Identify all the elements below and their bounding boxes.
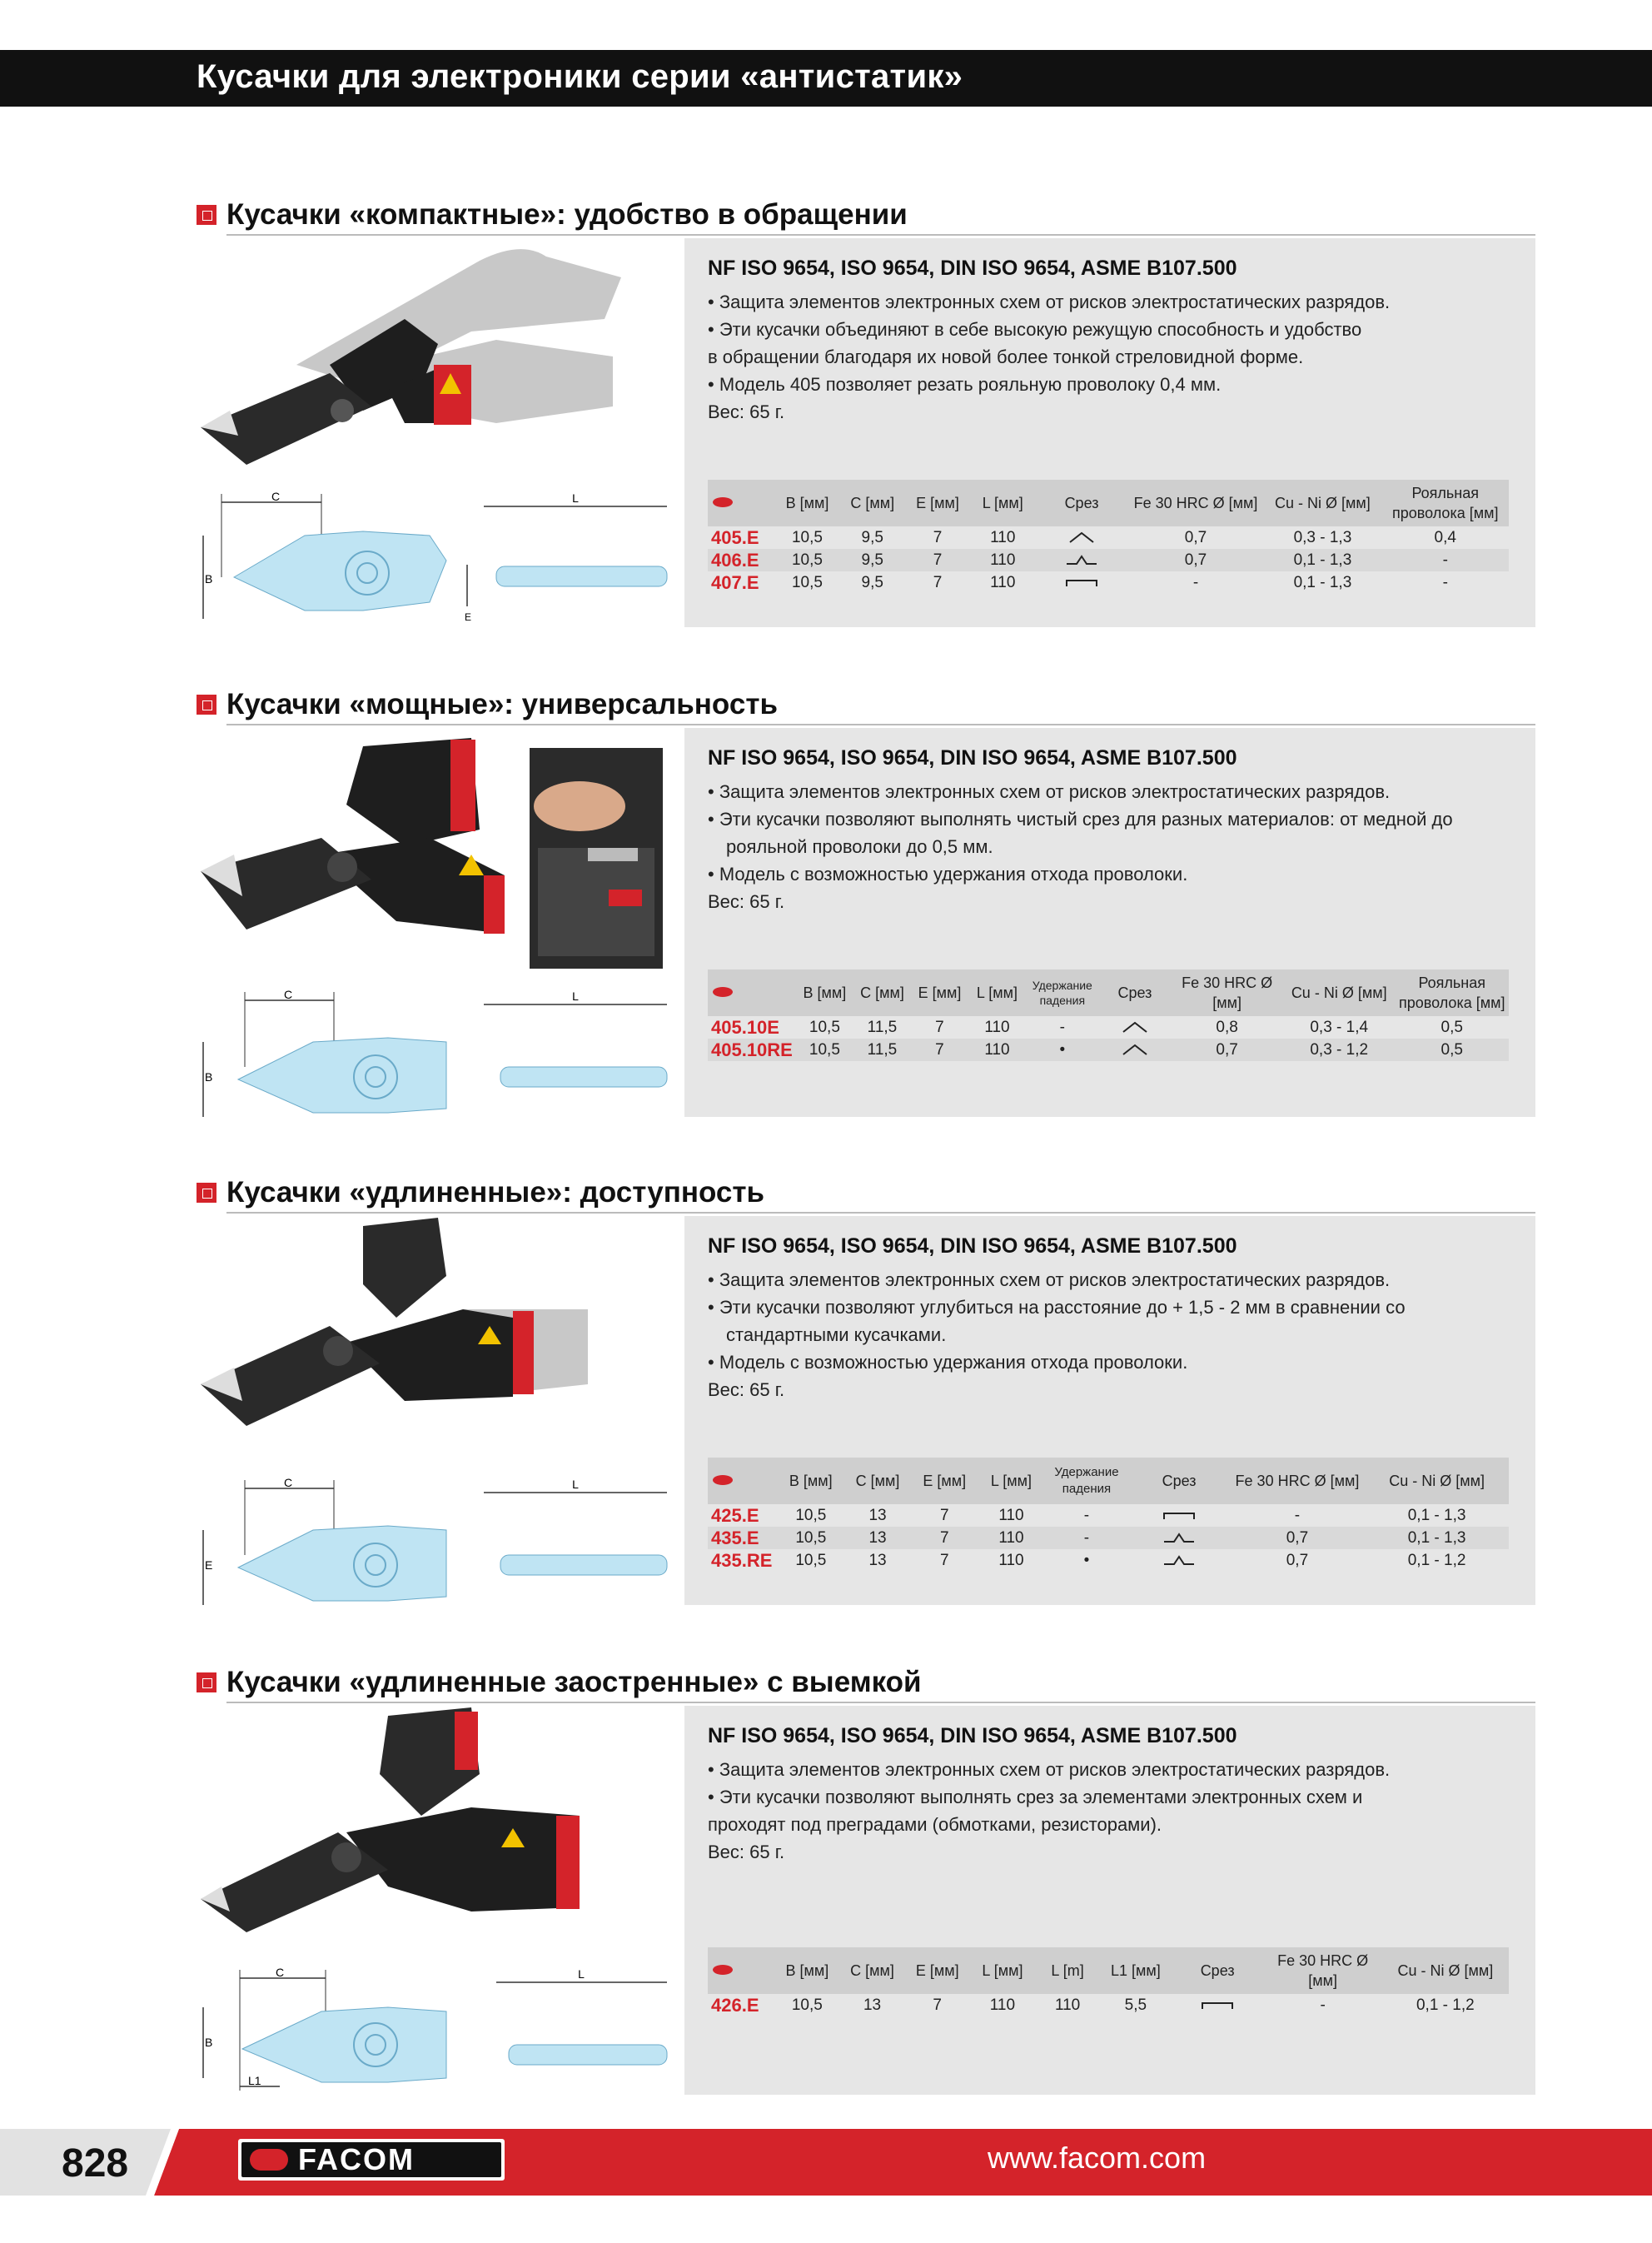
cell: 0,3 - 1,4 — [1310, 1018, 1369, 1036]
cell: 7 — [911, 1039, 968, 1061]
col-header: Cu - Ni Ø [мм] — [1283, 969, 1396, 1016]
section-heading — [197, 1176, 1535, 1209]
cell: 7 — [905, 549, 970, 571]
cell-ref: 407.E — [711, 571, 759, 593]
col-header: Fe 30 HRC Ø [мм] — [1171, 969, 1283, 1016]
cell: 10,5 — [809, 1018, 840, 1036]
cutter-photo — [197, 730, 530, 971]
section-title: Кусачки «компактные»: удобство в обращении — [226, 198, 908, 231]
col-header: Удержание падения — [1045, 1458, 1129, 1504]
col-header: L [мм] — [970, 480, 1035, 526]
dim-label-c: C — [275, 1966, 285, 1979]
cell: 10,5 — [795, 1551, 827, 1569]
cell: 110 — [978, 1527, 1044, 1549]
dimension-drawing — [197, 1472, 679, 1609]
cell-ref: 435.E — [708, 1527, 778, 1549]
dimension-drawing — [197, 984, 679, 1121]
col-header: L [мм] — [968, 969, 1026, 1016]
cell: 110 — [990, 528, 1016, 546]
section-power — [0, 688, 1652, 1121]
cutter-photo — [197, 240, 629, 481]
cell: 0,1 - 1,3 — [1407, 1506, 1466, 1524]
cut-flush-icon — [1172, 1994, 1264, 2016]
spec-table — [708, 969, 1509, 1061]
cut-bevel-icon — [1035, 526, 1127, 549]
cell: 110 — [998, 1551, 1024, 1569]
section-heading — [197, 198, 1535, 232]
dim-label-l1: L1 — [248, 2074, 261, 2087]
cell: 13 — [868, 1551, 887, 1569]
divider — [226, 234, 1535, 236]
cell: 0,5 — [1441, 1018, 1463, 1036]
standard-text: NF ISO 9654, ISO 9654, DIN ISO 9654, ASME B107.500 — [708, 1724, 1237, 1747]
desc-line: • Модель 405 позволяет резать рояльную проволоку 0,4 мм. — [708, 374, 1222, 395]
cell: 9,5 — [840, 549, 905, 571]
cell-ref: 406.E — [708, 549, 774, 571]
weight-text: Вес: 65 г. — [708, 1379, 785, 1400]
cut-semiflush-icon — [1128, 1527, 1229, 1549]
description — [708, 288, 1524, 426]
desc-line: • Модель с возможностью удержания отхода проволоки. — [708, 864, 1188, 885]
dimension-drawing — [197, 486, 679, 623]
cutter-photo — [197, 1707, 596, 1941]
section-title: Кусачки «удлиненные»: доступность — [226, 1176, 765, 1209]
cell: 9,5 — [861, 573, 883, 591]
spec-table — [708, 1947, 1509, 2016]
dim-label-l: L — [578, 1967, 585, 1981]
cell: 0,1 - 1,3 — [1365, 1527, 1509, 1549]
cell-ref: 405.10RE — [708, 1039, 796, 1061]
red-square-icon — [197, 695, 216, 715]
cell: 11,5 — [853, 1039, 911, 1061]
cell: 0,7 — [1128, 549, 1264, 571]
section-compact — [0, 198, 1652, 631]
cell: 110 — [968, 1039, 1026, 1061]
col-header: B [мм] — [774, 480, 839, 526]
description — [708, 1756, 1524, 1866]
cell: 0,8 — [1216, 1018, 1238, 1036]
cell: 5,5 — [1124, 1996, 1147, 2014]
facom-logo-icon — [250, 2149, 288, 2171]
weight-text: Вес: 65 г. — [708, 401, 785, 422]
cell: 7 — [933, 528, 943, 546]
cell: 0,5 — [1395, 1039, 1509, 1061]
desc-line: • Эти кусачки объединяют в себе высокую режущую способность и удобство — [708, 319, 1362, 340]
cell: - — [1083, 1506, 1090, 1524]
col-header: C [мм] — [840, 480, 905, 526]
spec-table — [708, 480, 1509, 594]
desc-line: проходят под преградами (обмотками, резисторами). — [708, 1814, 1162, 1835]
cell: 10,5 — [791, 528, 823, 546]
facom-logo — [238, 2139, 505, 2181]
desc-line: • Защита элементов электронных схем от рисков электростатических разрядов. — [708, 1759, 1391, 1780]
red-square-icon — [197, 1183, 216, 1203]
desc-line: в обращении благодаря их новой более тонкой стреловидной форме. — [708, 346, 1304, 367]
col-header: Срез — [1128, 1458, 1229, 1504]
cell: 7 — [911, 1527, 978, 1549]
cell: 13 — [868, 1506, 887, 1524]
cut-flush-icon — [1035, 571, 1127, 594]
table-row — [708, 1504, 1509, 1527]
desc-line: стандартными кусачками. — [726, 1324, 947, 1345]
cell: 110 — [1054, 1996, 1081, 2014]
cell: 7 — [939, 1551, 949, 1569]
col-header: L [мм] — [978, 1458, 1044, 1504]
cut-flush-icon — [1128, 1504, 1229, 1527]
cell: 0,4 — [1434, 528, 1456, 546]
desc-line: • Эти кусачки позволяют выполнять чистый срез для разных материалов: от медной до — [708, 809, 1453, 830]
col-header: Fe 30 HRC Ø [мм] — [1230, 1458, 1365, 1504]
divider — [226, 1702, 1535, 1703]
table-row — [708, 1527, 1509, 1549]
description — [708, 1266, 1524, 1403]
cell: 7 — [939, 1506, 949, 1524]
website-link[interactable]: www.facom.com — [988, 2141, 1207, 2175]
cell: 0,7 — [1230, 1527, 1365, 1549]
cell-ref: 435.RE — [711, 1549, 773, 1571]
page-number: 828 — [62, 2141, 129, 2186]
dim-label-c: C — [271, 490, 281, 503]
cell-ref: 425.E — [711, 1504, 759, 1526]
desc-line: • Защита элементов электронных схем от рисков электростатических разрядов. — [708, 781, 1391, 802]
facom-logo-icon — [708, 1458, 778, 1504]
desc-line: • Эти кусачки позволяют углубиться на расстояние до + 1,5 - 2 мм в сравнении со — [708, 1297, 1406, 1318]
page-title: Кусачки для электроники серии «антистатик» — [197, 58, 963, 95]
desc-line: • Модель с возможностью удержания отхода проволоки. — [708, 1352, 1188, 1373]
cell: - — [1381, 549, 1509, 571]
cell: - — [1059, 1018, 1065, 1036]
cell: 10,5 — [774, 549, 839, 571]
usage-photo — [530, 748, 663, 969]
col-header: C [мм] — [853, 969, 911, 1016]
cell: 110 — [970, 549, 1035, 571]
col-header: Cu - Ni Ø [мм] — [1365, 1458, 1509, 1504]
col-header: E [мм] — [911, 969, 968, 1016]
cell: 9,5 — [861, 528, 883, 546]
cell: 7 — [935, 1018, 944, 1036]
section-heading — [197, 688, 1535, 721]
cell: - — [1045, 1527, 1129, 1549]
cell: 0,7 — [1184, 528, 1207, 546]
cell: 0,7 — [1171, 1039, 1283, 1061]
cell: - — [1442, 573, 1448, 591]
section-pointed — [0, 1666, 1652, 2099]
facom-logo-icon — [708, 480, 774, 526]
page-header-bar — [0, 50, 1652, 107]
spec-panel — [684, 1216, 1535, 1605]
cell: 110 — [989, 1996, 1016, 2014]
dim-label-b: B — [205, 1070, 213, 1084]
table-header — [708, 1947, 1509, 1994]
col-header: Рояльная проволока [мм] — [1381, 480, 1509, 526]
desc-line: рояльной проволоки до 0,5 мм. — [726, 836, 993, 857]
cell: 0,1 - 1,2 — [1407, 1551, 1466, 1569]
col-header: Срез — [1172, 1947, 1264, 1994]
cell: 7 — [933, 1996, 942, 2014]
cut-semiflush-icon — [1035, 549, 1127, 571]
col-header: C [мм] — [844, 1458, 911, 1504]
standard-text: NF ISO 9654, ISO 9654, DIN ISO 9654, ASME B107.500 — [708, 1234, 1237, 1258]
dim-label-l: L — [572, 1478, 579, 1491]
cell: 0,3 - 1,3 — [1293, 528, 1352, 546]
dim-label-b: B — [205, 2036, 213, 2049]
facom-logo-icon — [708, 1947, 774, 1994]
table-header — [708, 969, 1509, 1016]
cell: 10,5 — [795, 1506, 827, 1524]
col-header: Удержание падения — [1026, 969, 1099, 1016]
col-header: Fe 30 HRC Ø [мм] — [1128, 480, 1264, 526]
section-extended — [0, 1176, 1652, 1609]
cell: 110 — [998, 1506, 1024, 1524]
cell: 0,3 - 1,2 — [1283, 1039, 1396, 1061]
divider — [226, 1212, 1535, 1214]
cell: 10,5 — [778, 1527, 844, 1549]
dim-label-c: C — [283, 988, 293, 1001]
desc-line: • Эти кусачки позволяют выполнять срез за элементами электронных схем и — [708, 1787, 1363, 1807]
cut-bevel-icon — [1099, 1039, 1172, 1061]
cell: 7 — [933, 573, 943, 591]
cell: • — [1026, 1039, 1099, 1061]
col-header: E [мм] — [905, 1947, 970, 1994]
cell: 110 — [984, 1018, 1010, 1036]
col-header: E [мм] — [911, 1458, 978, 1504]
col-header: B [мм] — [774, 1947, 839, 1994]
cell: 10,5 — [791, 1996, 823, 2014]
dimension-drawing — [197, 1961, 679, 2099]
cell: 10,5 — [791, 573, 823, 591]
divider — [226, 724, 1535, 725]
table-header — [708, 480, 1509, 526]
table-row — [708, 526, 1509, 549]
table-row — [708, 1039, 1509, 1061]
table-row — [708, 1016, 1509, 1039]
col-header: B [мм] — [778, 1458, 844, 1504]
cell-ref: 405.E — [711, 526, 759, 548]
col-header: Рояльная проволока [мм] — [1395, 969, 1509, 1016]
spec-table — [708, 1458, 1509, 1572]
weight-text: Вес: 65 г. — [708, 1842, 785, 1862]
table-row — [708, 1994, 1509, 2016]
spec-panel — [684, 238, 1535, 627]
facom-logo-icon — [708, 969, 796, 1016]
cell: 0,1 - 1,3 — [1293, 573, 1352, 591]
cut-bevel-icon — [1099, 1016, 1172, 1039]
dim-label-c: C — [283, 1476, 293, 1489]
col-header: L [m] — [1035, 1947, 1100, 1994]
cell: 11,5 — [867, 1018, 898, 1036]
table-row — [708, 571, 1509, 594]
table-header — [708, 1458, 1509, 1504]
dim-label-b: B — [205, 572, 213, 586]
col-header: C [мм] — [839, 1947, 904, 1994]
section-title: Кусачки «мощные»: универсальность — [226, 688, 778, 720]
cell-ref: 405.10E — [711, 1016, 779, 1038]
cell: - — [1320, 1996, 1326, 2014]
section-heading — [197, 1666, 1535, 1699]
desc-line: • Защита элементов электронных схем от рисков электростатических разрядов. — [708, 1269, 1391, 1290]
cell: 13 — [844, 1527, 911, 1549]
cell: • — [1083, 1551, 1090, 1569]
cell: 0,1 - 1,2 — [1416, 1996, 1475, 2014]
col-header: Срез — [1099, 969, 1172, 1016]
section-title: Кусачки «удлиненные заостренные» с выемкой — [226, 1666, 922, 1698]
table-row — [708, 1549, 1509, 1572]
col-header: Fe 30 HRC Ø [мм] — [1264, 1947, 1382, 1994]
col-header: Cu - Ni Ø [мм] — [1382, 1947, 1509, 1994]
cell: 13 — [863, 1996, 882, 2014]
dim-label-e: E — [205, 1558, 213, 1572]
col-header: E [мм] — [905, 480, 970, 526]
col-header: L [мм] — [970, 1947, 1035, 1994]
cutter-photo — [197, 1218, 596, 1443]
description — [708, 778, 1524, 915]
spec-panel — [684, 728, 1535, 1117]
dim-label-l: L — [572, 491, 579, 505]
weight-text: Вес: 65 г. — [708, 891, 785, 912]
red-square-icon — [197, 205, 216, 225]
dim-label-l: L — [572, 989, 579, 1003]
red-square-icon — [197, 1672, 216, 1692]
cell: 0,7 — [1286, 1551, 1309, 1569]
cell: - — [1192, 573, 1199, 591]
table-row — [708, 549, 1509, 571]
dim-label-e: E — [465, 611, 472, 623]
standard-text: NF ISO 9654, ISO 9654, DIN ISO 9654, ASME B107.500 — [708, 746, 1237, 770]
col-header: B [мм] — [796, 969, 853, 1016]
cell-ref: 426.E — [711, 1994, 759, 2016]
brand-text: FACOM — [298, 2142, 415, 2176]
cell: 10,5 — [796, 1039, 853, 1061]
cut-semiflush-icon — [1128, 1549, 1229, 1572]
cell: 110 — [990, 573, 1016, 591]
col-header: L1 [мм] — [1100, 1947, 1171, 1994]
spec-panel — [684, 1706, 1535, 2095]
standard-text: NF ISO 9654, ISO 9654, DIN ISO 9654, ASME B107.500 — [708, 257, 1237, 280]
col-header: Срез — [1035, 480, 1127, 526]
cell: - — [1294, 1506, 1301, 1524]
desc-line: • Защита элементов электронных схем от рисков электростатических разрядов. — [708, 292, 1391, 312]
col-header: Cu - Ni Ø [мм] — [1263, 480, 1381, 526]
cell: 0,1 - 1,3 — [1263, 549, 1381, 571]
